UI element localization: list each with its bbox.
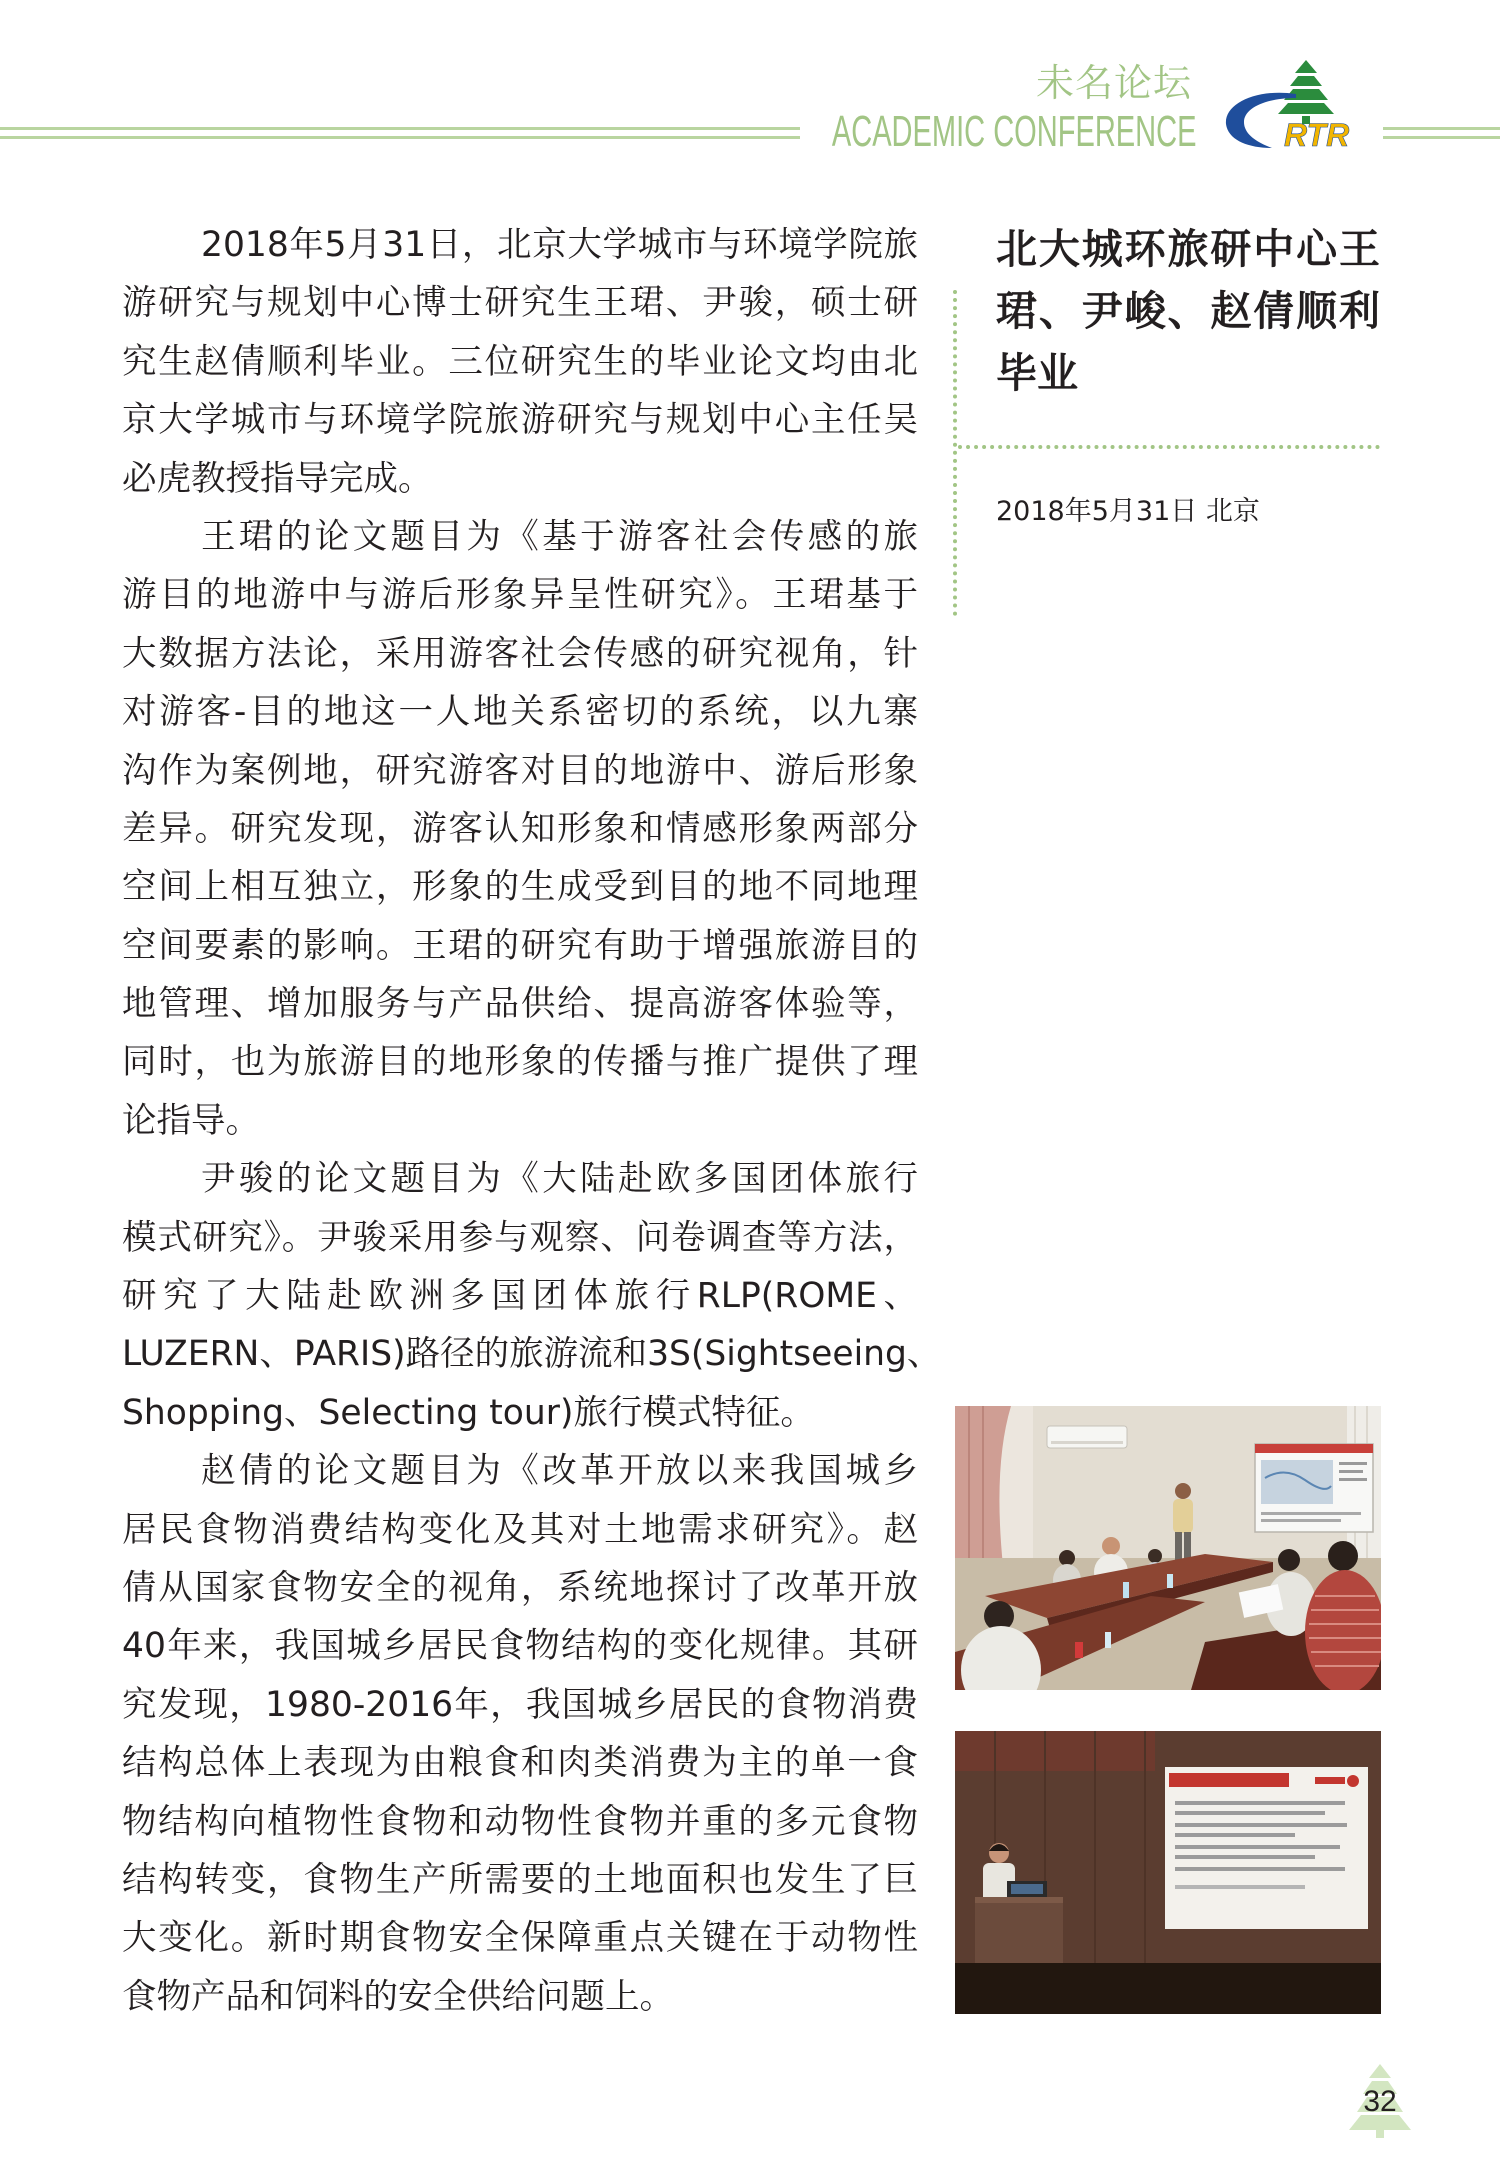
header-rule-left-bottom: [0, 136, 800, 139]
section-title: 未名论坛: [1035, 61, 1192, 105]
text-line: 究发现，1980-2016年，我国城乡居民的食物消费: [122, 1684, 918, 1725]
text-line: 尹骏的论文题目为《大陆赴欧多国团体旅行: [201, 1159, 918, 1200]
section-subtitle: ACADEMIC CONFERENCE: [831, 107, 1196, 156]
text-line: 2018年5月31日，北京大学城市与环境学院旅: [201, 225, 918, 265]
text-line: 游研究与规划中心博士研究生王珺、尹骏，硕士研: [122, 283, 918, 324]
text-line: 模式研究》。尹骏采用参与观察、问卷调查等方法，: [122, 1217, 918, 1258]
pine-tree-logo-icon: [1222, 58, 1362, 150]
text-line: 地管理、增加服务与产品供给、提高游客体验等，: [122, 984, 918, 1025]
text-line: 论指导。: [122, 1100, 260, 1141]
paragraph: [122, 216, 918, 508]
text-line: 倩从国家食物安全的视角，系统地探讨了改革开放: [122, 1567, 918, 1608]
header-rule-right-bottom: [1383, 136, 1500, 139]
text-line: 大变化。新时期食物安全保障重点关键在于动物性: [122, 1918, 918, 1959]
text-line: 结构转变，食物生产所需要的土地面积也发生了巨: [122, 1859, 918, 1900]
headline-divider: [958, 445, 1380, 449]
headline-line: 北大城环旅研中心王: [996, 225, 1380, 273]
text-line: 必虎教授指导完成。: [122, 458, 433, 499]
header-rule-left-top: [0, 127, 800, 130]
text-line: 京大学城市与环境学院旅游研究与规划中心主任吴: [122, 400, 918, 441]
text-line: 40年来，我国城乡居民食物结构的变化规律。其研: [122, 1626, 918, 1667]
headline-line: 珺、尹峻、赵倩顺利: [996, 287, 1380, 335]
dateline: 2018年5月31日 北京: [996, 496, 1260, 527]
text-line: 研究了大陆赴欧洲多国团体旅行RLP(ROME、: [122, 1276, 918, 1317]
text-line: 究生赵倩顺利毕业。三位研究生的毕业论文均由北: [122, 341, 918, 382]
meeting-photo-1: [955, 1406, 1381, 1690]
sidebar-vertical-divider: [953, 290, 957, 616]
logo-tree: [1278, 60, 1334, 124]
logo-text: RTR: [1284, 117, 1350, 150]
text-line: 居民食物消费结构变化及其对土地需求研究》。赵: [122, 1509, 918, 1550]
window-curtain: [955, 1406, 1033, 1566]
text-line: 物结构向植物性食物和动物性食物并重的多元食物: [122, 1801, 918, 1842]
text-line: 食物产品和饲料的安全供给问题上。: [122, 1976, 674, 2017]
headline-line: 毕业: [996, 349, 1078, 397]
meeting-photo-2: [955, 1731, 1381, 2014]
text-line: 空间要素的影响。王珺的研究有助于增强旅游目的: [122, 925, 918, 966]
article-body: [122, 216, 942, 2026]
paragraph: [122, 1150, 942, 1442]
projection-screen: [1165, 1767, 1368, 1929]
text-line: Shopping、Selecting tour)旅行模式特征。: [122, 1392, 815, 1433]
text-line: 差异。研究发现，游客认知形象和情感形象两部分: [122, 808, 918, 849]
projection-screen: [1255, 1444, 1373, 1532]
paragraph: [122, 508, 918, 1150]
text-line: 同时，也为旅游目的地形象的传播与推广提供了理: [122, 1042, 918, 1083]
text-line: 结构总体上表现为由粮食和肉类消费为主的单一食: [122, 1743, 918, 1784]
text-line: 空间上相互独立，形象的生成受到目的地不同地理: [122, 867, 918, 908]
meeting-photo-1-image: [955, 1406, 1381, 1690]
text-line: LUZERN、PARIS)路径的旅游流和3S(Sightseeing、: [122, 1334, 942, 1375]
headline: [996, 218, 1380, 404]
floor: [955, 1963, 1381, 2014]
text-line: 赵倩的论文题目为《改革开放以来我国城乡: [201, 1451, 918, 1492]
page-number: 32: [1363, 2085, 1397, 2118]
meeting-photo-2-image: [955, 1731, 1381, 2014]
text-line: 沟作为案例地，研究游客对目的地游中、游后形象: [122, 750, 918, 791]
text-line: 王珺的论文题目为《基于游客社会传感的旅: [201, 516, 918, 557]
header-rule-right-top: [1383, 127, 1500, 130]
text-line: 大数据方法论，采用游客社会传感的研究视角，针: [122, 633, 918, 674]
paragraph: [122, 1442, 918, 2026]
text-line: 游目的地游中与游后形象异呈性研究》。王珺基于: [122, 575, 918, 616]
air-conditioner: [1047, 1426, 1127, 1448]
text-line: 对游客-目的地这一人地关系密切的系统，以九寨: [122, 692, 918, 733]
